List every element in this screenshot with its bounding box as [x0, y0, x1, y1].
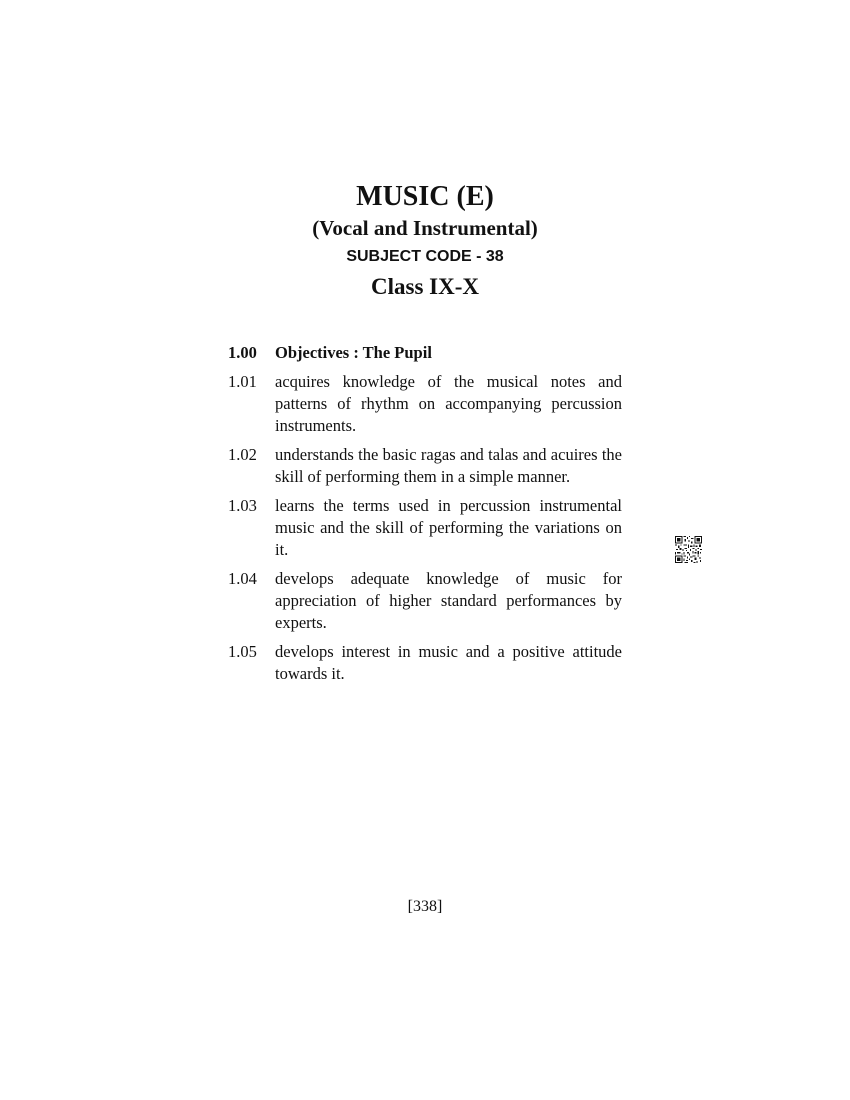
objective-item: [228, 568, 622, 634]
objective-item: [228, 371, 622, 437]
objective-item: [228, 444, 622, 488]
objective-number: 1.05: [228, 642, 257, 661]
objective-number: 1.02: [228, 445, 257, 464]
objective-item: [228, 641, 622, 685]
objective-text: develops interest in music and a positive attitude towards it.: [275, 642, 622, 683]
objective-text: learns the terms used in percussion instrumental music and the skill of performing the variations on it.: [275, 496, 622, 559]
objective-item: [228, 495, 622, 561]
qr-code-icon[interactable]: [675, 536, 702, 563]
objectives-section: [228, 342, 622, 692]
page-title: MUSIC (E): [356, 181, 494, 212]
page-subtitle: (Vocal and Instrumental): [312, 216, 538, 240]
subject-code: SUBJECT CODE - 38: [346, 248, 504, 265]
objectives-heading-text: Objectives : The Pupil: [275, 343, 432, 362]
objective-text: acquires knowledge of the musical notes and patterns of rhythm on accompanying percussion instruments.: [275, 372, 622, 435]
objectives-heading: [228, 342, 622, 364]
class-label: Class IX-X: [371, 274, 479, 299]
objectives-heading-number: 1.00: [228, 343, 257, 362]
objective-text: understands the basic ragas and talas and acuires the skill of performing them in a simple manner.: [275, 445, 622, 486]
objective-number: 1.03: [228, 496, 257, 515]
objective-text: develops adequate knowledge of music for appreciation of higher standard performances by experts.: [275, 569, 622, 632]
objective-number: 1.01: [228, 372, 257, 391]
objective-number: 1.04: [228, 569, 257, 588]
page-number: [338]: [407, 898, 443, 915]
